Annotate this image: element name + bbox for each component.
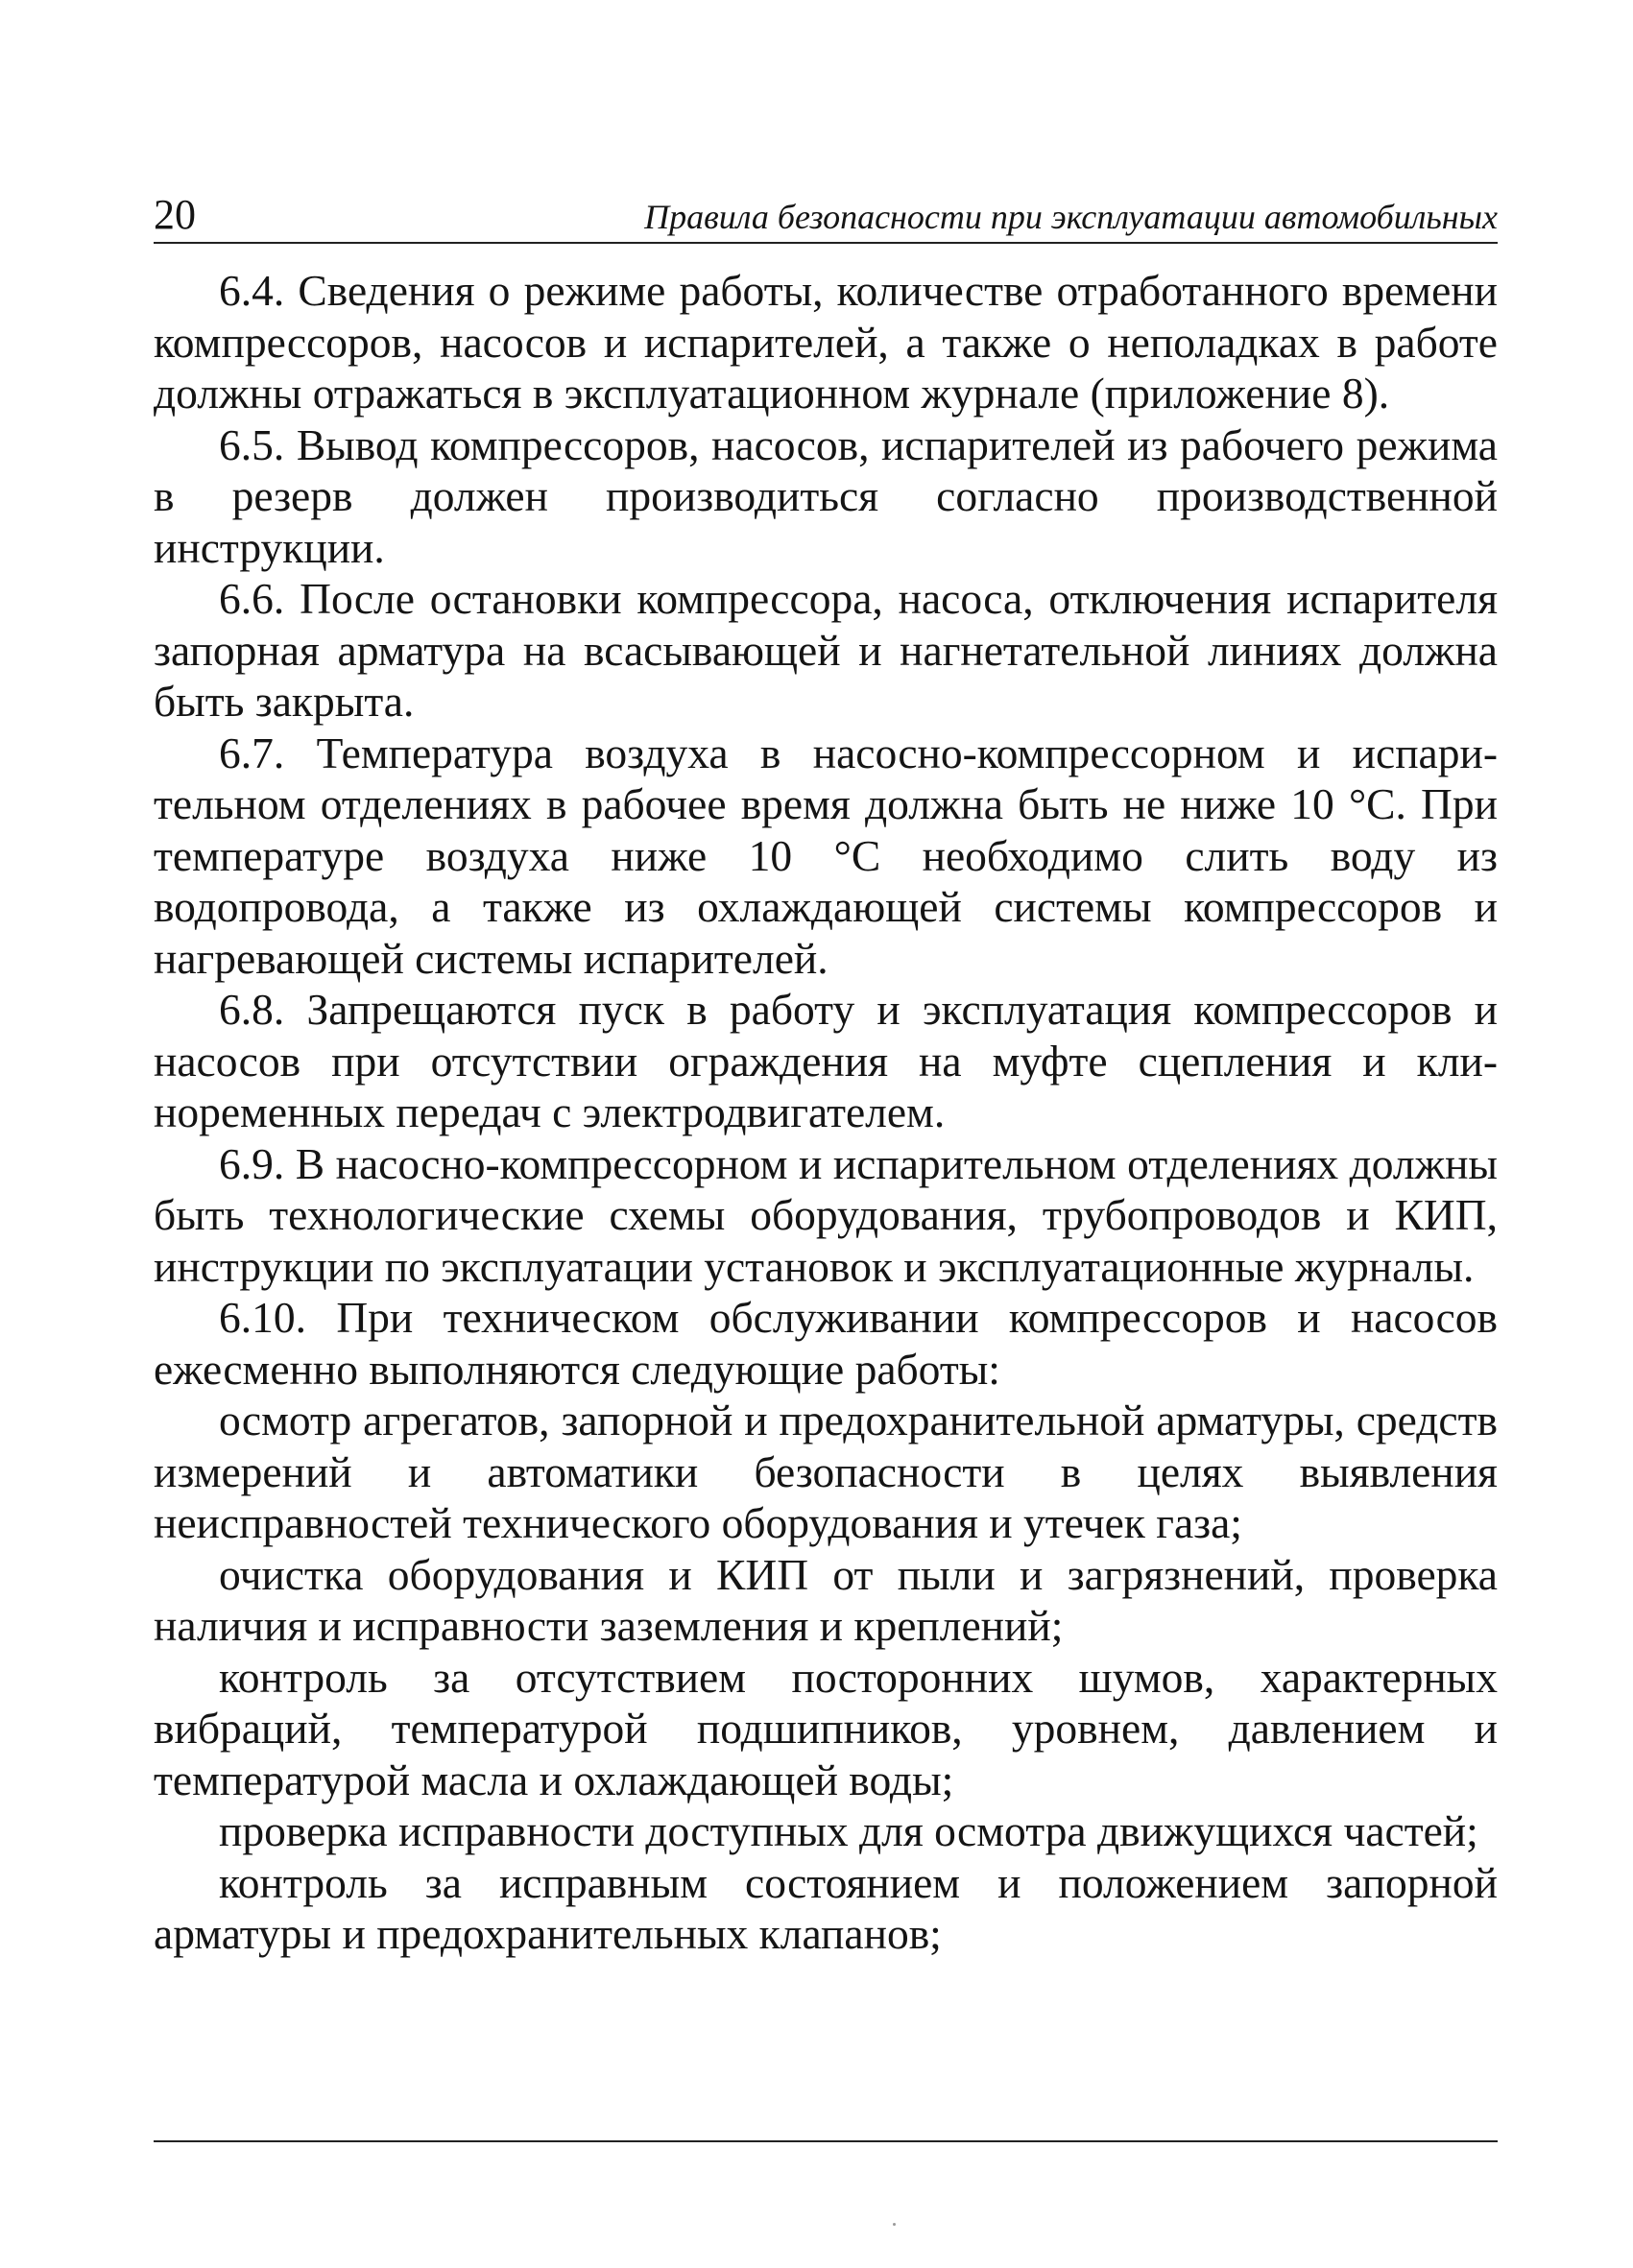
list-item: проверка исправности доступных для осмотра движущихся частей; [219, 1806, 1478, 1855]
paragraph-6-9: 6.9. В насосно-компрессорном и испарительном отделениях должны быть технологические схемы оборудования, трубопроводов и КИП, инструкции по эксплуатации установок и эксплуатационные журналы. [154, 1138, 1498, 1291]
paragraph-6-8: 6.8. Запрещаются пуск в работу и эксплуатация компрессоров и насосов при отсутствии ограждения на муфте сцепления и клиноременных передач с электродвигателем. [154, 985, 1498, 1136]
body-text [154, 265, 1498, 1960]
list-item: очистка оборудования и КИП от пыли и загрязнений, проверка наличия и исправности заземления и креплений; [154, 1549, 1498, 1650]
running-head [154, 188, 1498, 242]
paragraph-6-6: 6.6. После остановки компрессора, насоса, отключения испарителя запорная арматура на всасывающей и нагнетательной линиях должна быть закрыта. [154, 574, 1498, 726]
running-head-title: Правила безопасности при эксплуатации автомобильных [644, 198, 1498, 236]
paragraph-6-5: 6.5. Вывод компрессоров, насосов, испарителей из рабочего режима в резерв должен производиться согласно производственной инструкции. [154, 419, 1498, 572]
paragraph-6-4: 6.4. Сведения о режиме работы, количестве отработанного времени компрессоров, насосов и испарителей, а также о неполадках в работе должны отражаться в эксплуатационном журнале (приложение 8). [154, 266, 1498, 418]
list-item: контроль за исправным состоянием и положением запорной арматуры и предохранительных клапанов; [154, 1857, 1498, 1958]
list-item: осмотр агрегатов, запорной и предохранительной арматуры, средств измерений и автоматики безопасности в целях выявления неисправностей технического оборудования и утечек газа; [154, 1396, 1498, 1547]
scan-speck [893, 2223, 896, 2226]
page-number: 20 [154, 191, 196, 238]
paragraph-6-10: 6.10. При техническом обслуживании компрессоров и насосов ежесменно выполняются следующие работы: [154, 1293, 1498, 1394]
footer-rule [154, 2140, 1498, 2142]
paragraph-6-7: 6.7. Температура воздуха в насосно-компрессорном и испарительном отделениях в рабочее время должна быть не ниже 10 °С. При температуре воздуха ниже 10 °С необходимо слить воду из водопровода, а также из охлаждающей системы компрессоров и нагревающей системы испарителей. [154, 728, 1498, 983]
list-item: контроль за отсутствием посторонних шумов, характерных вибраций, температурой подшипников, уровнем, давлением и температурой масла и охлаждающей воды; [154, 1652, 1498, 1804]
header-rule [154, 242, 1498, 244]
